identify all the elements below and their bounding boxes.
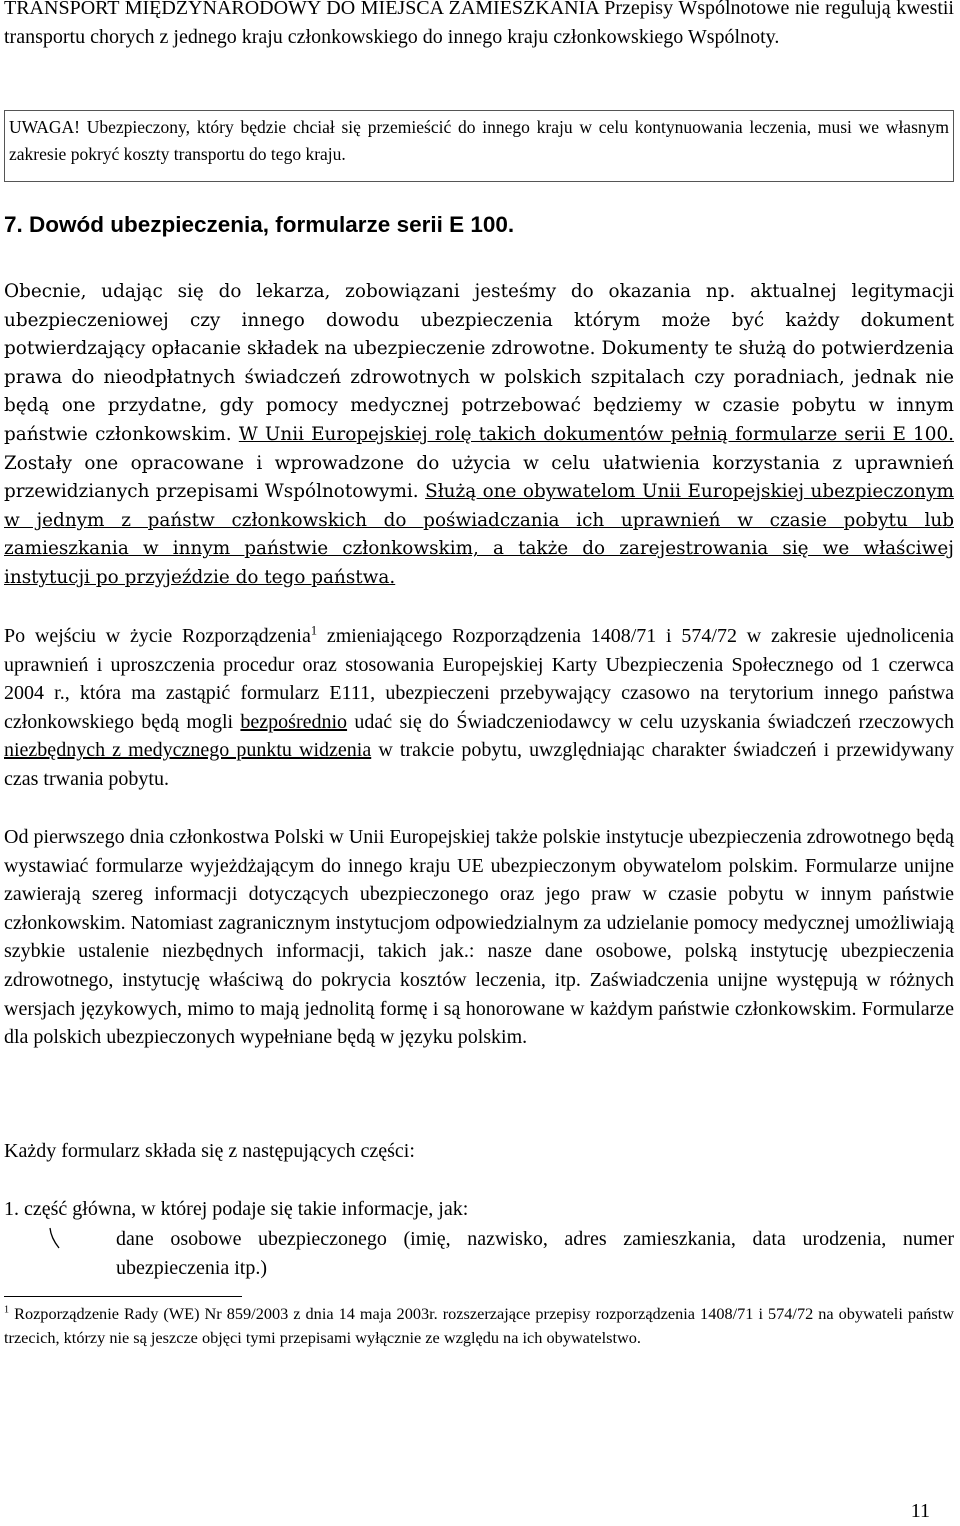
underlined-text: niezbędnych z medycznego punktu widzenia	[4, 739, 372, 762]
underlined-text: bezpośrednio	[240, 710, 348, 733]
footnote	[4, 1302, 954, 1349]
bullet-text: dane osobowe ubezpieczonego (imię, nazwisko, adres zamieszkania, data urodzenia, numer ubezpieczenia itp.)	[116, 1228, 954, 1279]
footnote-reference: 1	[310, 623, 318, 638]
footnote-divider	[4, 1296, 242, 1297]
text-segment: w trakcie pobytu, uwzględniając charakter świadczeń i przewidywany czas trwania pobytu.	[4, 739, 955, 790]
text-segment: Obecnie, udając się do lekarza, zobowiązani jesteśmy do okazania np. aktualnej legitymacji ubezpieczeniowej czy innego dowodu ubezpieczenia którym może być każdy dokument potwierdzający opłacanie składek na ubezpieczenie zdrowotne.	[4, 281, 954, 360]
text-segment: Dokumenty te służą do potwierdzenia prawa do nieodpłatnych świadczeń zdrowotnych w polskich szpitalach czy poradniach, jednak nie będą one przydatne, gdy pomocy medycznej potrzebować będziemy w czasie pobytu w innym państwie członkowskim.	[4, 338, 954, 445]
paragraph-regulation	[4, 622, 954, 794]
list-item-main-part: 1. część główna, w której podaje się takie informacje, jak:	[4, 1198, 469, 1220]
intro-paragraph: TRANSPORT MIĘDZYNARODOWY DO MIEJSCA ZAMIESZKANIA Przepisy Wspólnotowe nie regulują kwestii transportu chorych z jednego kraju członkowskiego do innego kraju członkowskiego Wspólnoty.	[4, 0, 954, 48]
underlined-text: Służą one obywatelom Unii Europejskiej ubezpieczonym w jednym z państw członkowskich do poświadczania ich uprawnień w czasie pobytu lub zamieszkania w innym państwie członkowskim, a także do zarejestrowania się we właściwej instytucji po przyjeździe do tego państwa.	[4, 481, 954, 588]
text-segment: zmieniającego Rozporządzenia 1408/71 i 574/72 w zakresie ujednolicenia uprawnień i uproszczenia procedur oraz stosowania Europejskiej Karty Ubezpieczenia Społecznego od 1 czerwca 2004 r., która ma zastąpić formularz E111, ubezpieczeni przebywający czasowo na terytorium innego państwa członkowskiego będą mogli	[4, 625, 955, 733]
warning-note-box	[4, 110, 954, 182]
paragraph-form-parts: Każdy formularz składa się z następujących części:	[4, 1140, 415, 1162]
paragraph-insurance-proof	[4, 278, 954, 593]
text-segment: Po wejściu w życie Rozporządzenia	[4, 625, 311, 647]
underlined-text: W Unii Europejskiej rolę takich dokumentów pełnią formularze serii E 100.	[238, 423, 954, 445]
footnote-text: Rozporządzenie Rady (WE) Nr 859/2003 z dnia 14 maja 2003r. rozszerzające przepisy rozporządzenia 1408/71 i 574/72 na obywateli państw trzecich, którzy nie są jeszcze objęci tymi przepisami wyłącznie ze względu na ich obywatelstwo.	[4, 1304, 954, 1347]
warning-note-text: UWAGA! Ubezpieczony, który będzie chciał się przemieścić do innego kraju w celu kontynuowania leczenia, musi we własnym zakresie pokryć koszty transportu do tego kraju.	[9, 117, 949, 164]
paragraph-membership: Od pierwszego dnia członkostwa Polski w Unii Europejskiej także polskie instytucje ubezpieczenia zdrowotnego będą wystawiać formularze wyjeżdżającym do innego kraju UE ubezpieczonym obywatelom polskim. Formularze unijne zawierają szereg informacji dotyczących ubezpieczonego oraz jego praw w czasie pobytu w innym państwie członkowskim. Natomiast zagranicznym instytucjom odpowiedzialnym za udzielanie pomocy medycznej umożliwiają szybkie ustalenie niezbędnych informacji, takich jak.: nasze dane osobowe, polską instytucję ubezpieczenia zdrowotnego, instytucję właściwą do pokrycia kosztów leczenia, itp. Zaświadczenia unijne występują w różnych wersjach językowych, mimo to mają jednolitą formę i są honorowane w każdym państwie członkowskim. Formularze dla polskich ubezpieczonych wypełniane będą w języku polskim.	[4, 826, 954, 1049]
text-segment: Zostały one opracowane i wprowadzone do użycia w celu ułatwienia korzystania z uprawnień przewidzianych przepisami Wspólnotowymi.	[4, 452, 954, 503]
bracket-bullet-icon	[48, 1227, 60, 1249]
text-segment: udać się do Świadczeniodawcy w celu uzyskania świadczeń rzeczowych	[354, 710, 954, 733]
footnote-marker: 1	[4, 1304, 10, 1316]
section-heading: 7. Dowód ubezpieczenia, formularze serii E 100.	[4, 212, 515, 237]
page-number: 11	[910, 1500, 930, 1522]
